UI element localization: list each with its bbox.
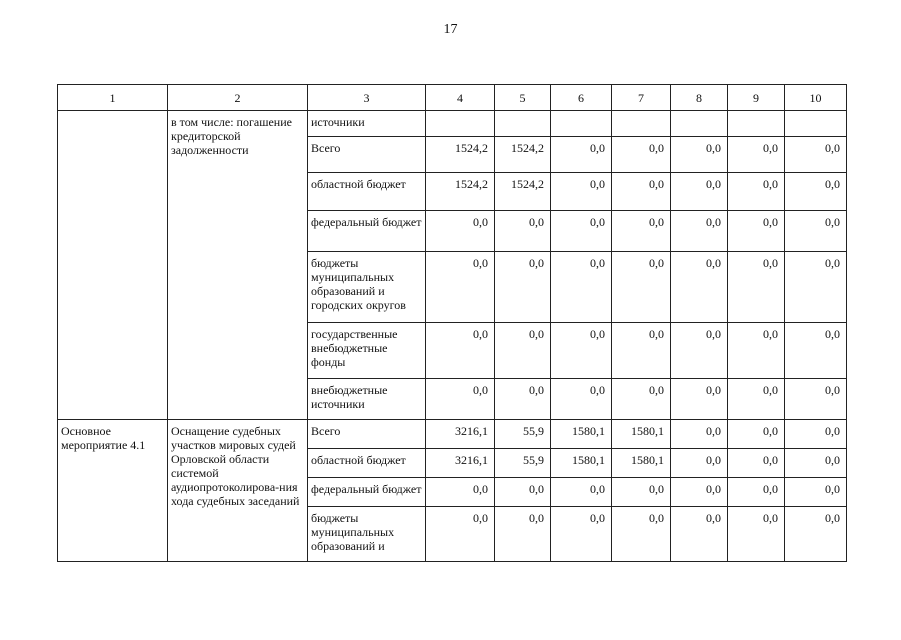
value-cell: 0,0 bbox=[612, 252, 671, 323]
value-cell: 0,0 bbox=[426, 252, 495, 323]
value-cell: 0,0 bbox=[612, 173, 671, 211]
column-header: 5 bbox=[495, 85, 551, 111]
value-cell: 0,0 bbox=[612, 379, 671, 420]
value-cell bbox=[612, 111, 671, 137]
column-header: 8 bbox=[671, 85, 728, 111]
funding-source-cell: Всего bbox=[308, 420, 426, 449]
value-cell: 1524,2 bbox=[495, 173, 551, 211]
value-cell: 0,0 bbox=[728, 449, 785, 478]
value-cell: 1524,2 bbox=[495, 137, 551, 173]
table-row bbox=[58, 420, 847, 449]
value-cell: 0,0 bbox=[785, 507, 847, 562]
value-cell: 0,0 bbox=[495, 323, 551, 379]
value-cell: 0,0 bbox=[551, 211, 612, 252]
value-cell: 0,0 bbox=[612, 478, 671, 507]
value-cell bbox=[785, 111, 847, 137]
value-cell: 3216,1 bbox=[426, 420, 495, 449]
funding-source-cell: областной бюджет bbox=[308, 449, 426, 478]
funding-source-cell: областной бюджет bbox=[308, 173, 426, 211]
funding-source-cell: источники bbox=[308, 111, 426, 137]
value-cell bbox=[426, 111, 495, 137]
column-header: 6 bbox=[551, 85, 612, 111]
value-cell: 0,0 bbox=[785, 478, 847, 507]
value-cell: 0,0 bbox=[551, 137, 612, 173]
value-cell: 0,0 bbox=[612, 211, 671, 252]
value-cell: 0,0 bbox=[785, 379, 847, 420]
column-header: 2 bbox=[168, 85, 308, 111]
value-cell: 0,0 bbox=[612, 137, 671, 173]
value-cell: 0,0 bbox=[612, 323, 671, 379]
value-cell: 0,0 bbox=[671, 137, 728, 173]
value-cell: 0,0 bbox=[495, 379, 551, 420]
value-cell: 0,0 bbox=[728, 252, 785, 323]
value-cell: 0,0 bbox=[728, 323, 785, 379]
value-cell bbox=[728, 111, 785, 137]
value-cell: 0,0 bbox=[671, 507, 728, 562]
value-cell: 1580,1 bbox=[551, 420, 612, 449]
funding-source-cell: Всего bbox=[308, 137, 426, 173]
value-cell: 0,0 bbox=[671, 420, 728, 449]
value-cell: 1580,1 bbox=[612, 420, 671, 449]
value-cell: 1524,2 bbox=[426, 137, 495, 173]
value-cell: 3216,1 bbox=[426, 449, 495, 478]
value-cell: 0,0 bbox=[671, 478, 728, 507]
value-cell: 0,0 bbox=[671, 379, 728, 420]
value-cell: 0,0 bbox=[728, 420, 785, 449]
column-header: 1 bbox=[58, 85, 168, 111]
column-header: 3 bbox=[308, 85, 426, 111]
activity-description-cell: в том числе: погашение кредиторской задолженности bbox=[168, 111, 308, 420]
value-cell: 0,0 bbox=[671, 211, 728, 252]
value-cell: 0,0 bbox=[671, 252, 728, 323]
value-cell: 0,0 bbox=[671, 449, 728, 478]
value-cell: 0,0 bbox=[728, 478, 785, 507]
column-header: 4 bbox=[426, 85, 495, 111]
page-number: 17 bbox=[443, 22, 458, 37]
table-row bbox=[58, 111, 847, 137]
value-cell: 55,9 bbox=[495, 420, 551, 449]
value-cell: 0,0 bbox=[785, 211, 847, 252]
funding-source-cell: внебюджетные источники bbox=[308, 379, 426, 420]
value-cell: 0,0 bbox=[612, 507, 671, 562]
value-cell: 0,0 bbox=[495, 252, 551, 323]
value-cell: 0,0 bbox=[728, 507, 785, 562]
column-header: 10 bbox=[785, 85, 847, 111]
value-cell: 0,0 bbox=[785, 252, 847, 323]
funding-source-cell: федеральный бюджет bbox=[308, 478, 426, 507]
value-cell: 0,0 bbox=[551, 323, 612, 379]
value-cell: 0,0 bbox=[785, 420, 847, 449]
value-cell: 0,0 bbox=[551, 252, 612, 323]
funding-source-cell: бюджеты муниципальных образований и городских округов bbox=[308, 252, 426, 323]
value-cell bbox=[495, 111, 551, 137]
activity-description-cell: Оснащение судебных участков мировых судей Орловской области системой аудиопротоколирова-ния хода судебных заседаний bbox=[168, 420, 308, 562]
header-row bbox=[58, 85, 847, 111]
value-cell: 0,0 bbox=[551, 507, 612, 562]
value-cell: 0,0 bbox=[426, 323, 495, 379]
funding-source-cell: государственные внебюджетные фонды bbox=[308, 323, 426, 379]
value-cell: 0,0 bbox=[785, 449, 847, 478]
value-cell: 0,0 bbox=[551, 478, 612, 507]
value-cell: 0,0 bbox=[671, 323, 728, 379]
value-cell: 0,0 bbox=[728, 379, 785, 420]
activity-name-cell bbox=[58, 111, 168, 420]
budget-table bbox=[57, 84, 847, 562]
value-cell: 1524,2 bbox=[426, 173, 495, 211]
value-cell: 0,0 bbox=[785, 137, 847, 173]
column-header: 7 bbox=[612, 85, 671, 111]
value-cell: 0,0 bbox=[495, 507, 551, 562]
value-cell: 0,0 bbox=[551, 173, 612, 211]
value-cell bbox=[671, 111, 728, 137]
value-cell: 0,0 bbox=[495, 211, 551, 252]
value-cell: 0,0 bbox=[728, 137, 785, 173]
funding-source-cell: бюджеты муниципальных образований и bbox=[308, 507, 426, 562]
value-cell: 0,0 bbox=[785, 323, 847, 379]
value-cell: 1580,1 bbox=[612, 449, 671, 478]
value-cell: 0,0 bbox=[728, 211, 785, 252]
column-header: 9 bbox=[728, 85, 785, 111]
value-cell bbox=[551, 111, 612, 137]
value-cell: 0,0 bbox=[426, 507, 495, 562]
funding-source-cell: федеральный бюджет bbox=[308, 211, 426, 252]
value-cell: 0,0 bbox=[671, 173, 728, 211]
value-cell: 0,0 bbox=[426, 478, 495, 507]
value-cell: 0,0 bbox=[785, 173, 847, 211]
value-cell: 1580,1 bbox=[551, 449, 612, 478]
value-cell: 0,0 bbox=[426, 379, 495, 420]
value-cell: 0,0 bbox=[495, 478, 551, 507]
value-cell: 0,0 bbox=[551, 379, 612, 420]
value-cell: 0,0 bbox=[728, 173, 785, 211]
activity-name-cell: Основное мероприятие 4.1 bbox=[58, 420, 168, 562]
value-cell: 55,9 bbox=[495, 449, 551, 478]
value-cell: 0,0 bbox=[426, 211, 495, 252]
